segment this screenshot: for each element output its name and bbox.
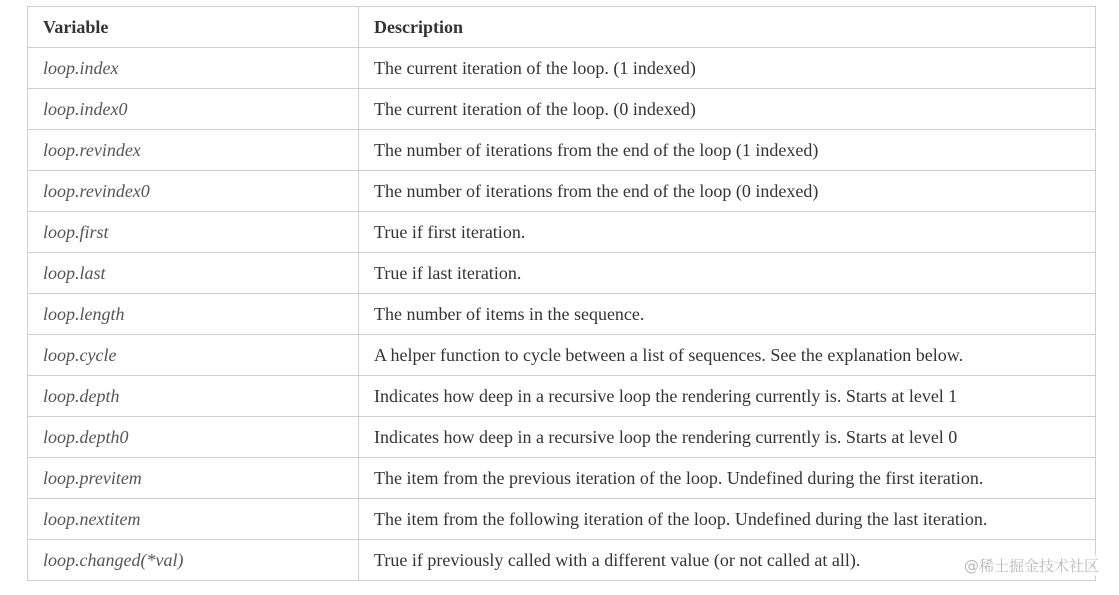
table-row [28, 130, 1096, 171]
table-row [28, 540, 1096, 581]
description-cell: True if last iteration. [359, 253, 1096, 294]
variable-cell: loop.depth0 [28, 417, 359, 458]
variable-cell: loop.depth [28, 376, 359, 417]
table-header-row [28, 7, 1096, 48]
variable-cell: loop.index [28, 48, 359, 89]
table-row [28, 48, 1096, 89]
description-cell: True if first iteration. [359, 212, 1096, 253]
table-row [28, 212, 1096, 253]
description-cell: The current iteration of the loop. (1 indexed) [359, 48, 1096, 89]
description-cell: True if previously called with a different value (or not called at all). [359, 540, 1096, 581]
loop-variables-table-container [27, 6, 1095, 581]
table-row [28, 376, 1096, 417]
watermark: @稀土掘金技术社区 [963, 557, 1099, 575]
header-description: Description [359, 7, 1096, 48]
variable-cell: loop.length [28, 294, 359, 335]
variable-cell: loop.last [28, 253, 359, 294]
table-row [28, 89, 1096, 130]
header-variable: Variable [28, 7, 359, 48]
description-cell: The current iteration of the loop. (0 indexed) [359, 89, 1096, 130]
variable-cell: loop.revindex0 [28, 171, 359, 212]
table-row [28, 499, 1096, 540]
loop-variables-table [27, 6, 1096, 581]
description-cell: A helper function to cycle between a list of sequences. See the explanation below. [359, 335, 1096, 376]
variable-cell: loop.revindex [28, 130, 359, 171]
table-row [28, 253, 1096, 294]
variable-cell: loop.nextitem [28, 499, 359, 540]
description-cell: The number of items in the sequence. [359, 294, 1096, 335]
description-cell: The number of iterations from the end of the loop (0 indexed) [359, 171, 1096, 212]
variable-cell: loop.first [28, 212, 359, 253]
table-row [28, 171, 1096, 212]
table-row [28, 417, 1096, 458]
variable-cell: loop.cycle [28, 335, 359, 376]
description-cell: The item from the previous iteration of the loop. Undefined during the first iteration. [359, 458, 1096, 499]
table-row [28, 335, 1096, 376]
description-cell: The item from the following iteration of the loop. Undefined during the last iteration. [359, 499, 1096, 540]
description-cell: Indicates how deep in a recursive loop the rendering currently is. Starts at level 0 [359, 417, 1096, 458]
variable-cell: loop.index0 [28, 89, 359, 130]
description-cell: Indicates how deep in a recursive loop the rendering currently is. Starts at level 1 [359, 376, 1096, 417]
variable-cell: loop.changed(*val) [28, 540, 359, 581]
variable-cell: loop.previtem [28, 458, 359, 499]
table-row [28, 294, 1096, 335]
table-row [28, 458, 1096, 499]
description-cell: The number of iterations from the end of the loop (1 indexed) [359, 130, 1096, 171]
